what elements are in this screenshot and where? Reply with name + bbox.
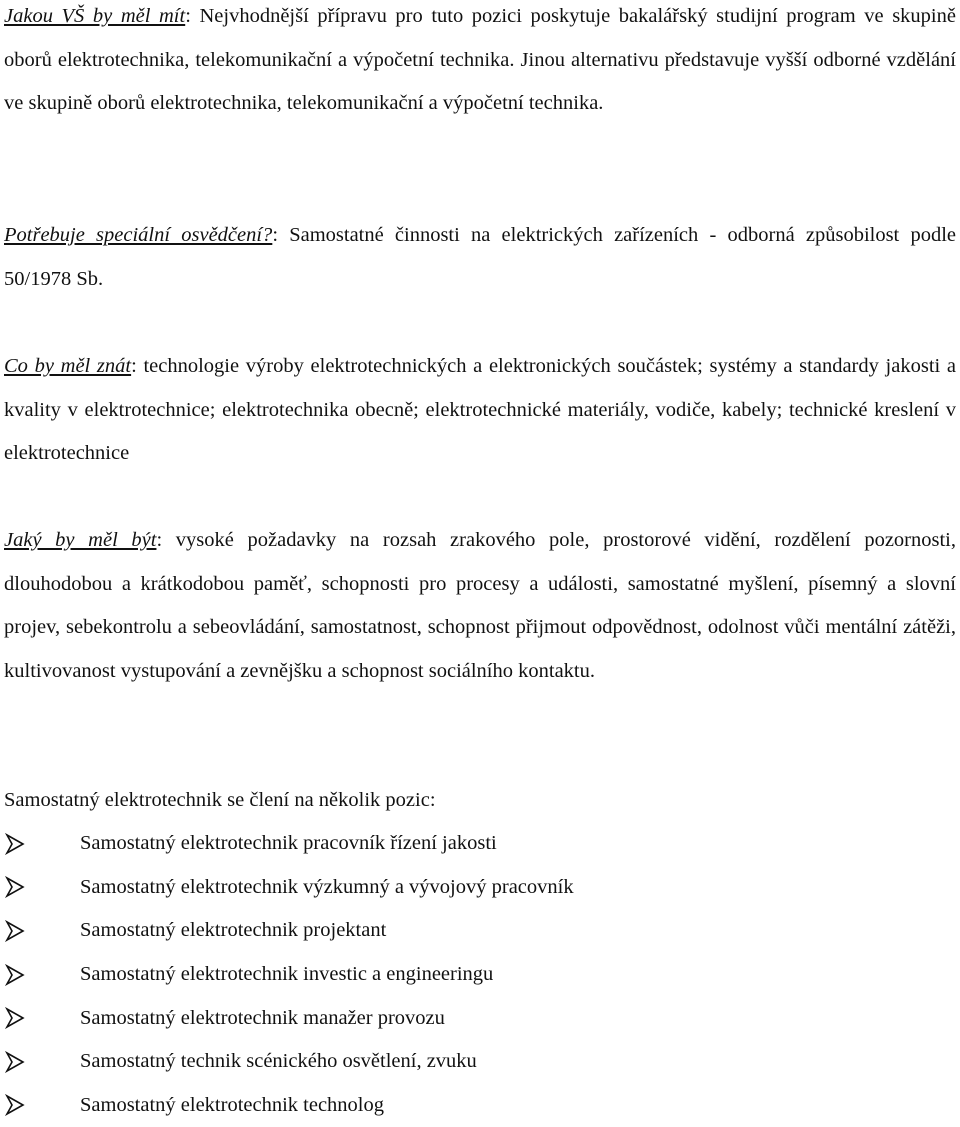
arrowhead-bullet-icon xyxy=(4,1007,80,1029)
term-university: Jakou VŠ by měl mít xyxy=(4,5,186,27)
arrowhead-bullet-icon xyxy=(4,876,80,898)
text-university: : Nejvhodnější přípravu pro tuto pozici poskytuje bakalářský studijní program ve skupině oborů elektrotechnika, telekomunikační a výpočetní technika. Jinou alternativu představuje vyšší odborné vzdělání ve skupině oborů elektrotechnika, telekomunikační a výpočetní technika. xyxy=(4,5,956,114)
paragraph-knowledge xyxy=(4,345,956,476)
term-qualities: Jaký by měl být xyxy=(4,529,157,551)
list-item xyxy=(4,866,956,910)
text-qualities: : vysoké požadavky na rozsah zrakového pole, prostorové vidění, rozdělení pozornosti, dlouhodobou a krátkodobou paměť, schopnosti pro procesy a události, samostatné myšlení, písemný a slovní projev, sebekontrolu a sebeovládání, samostatnost, schopnost přijmout odpovědnost, odolnost vůči mentální zátěži, kultivovanost vystupování a zevnějšku a schopnost sociálního kontaktu. xyxy=(4,529,956,682)
arrowhead-bullet-icon xyxy=(4,964,80,986)
paragraph-certificate xyxy=(4,214,956,301)
list-item-text: Samostatný elektrotechnik manažer provozu xyxy=(80,1006,445,1029)
term-knowledge: Co by měl znát xyxy=(4,355,132,377)
arrowhead-bullet-icon xyxy=(4,833,80,855)
paragraph-qualities xyxy=(4,519,956,693)
positions-list xyxy=(4,822,956,1127)
text-certificate: : Samostatné činnosti na elektrických zařízeních - odborná způsobilost podle 50/1978 Sb. xyxy=(4,224,956,290)
list-item xyxy=(4,822,956,866)
text-knowledge: : technologie výroby elektrotechnických a elektronických součástek; systémy a standardy jakosti a kvality v elektrotechnice; elektrotechnika obecně; elektrotechnické materiály, vodiče, kabely; technické kreslení v elektrotechnice xyxy=(4,355,956,464)
list-item-text: Samostatný elektrotechnik projektant xyxy=(80,919,387,942)
paragraph-university xyxy=(4,0,956,126)
arrowhead-bullet-icon xyxy=(4,1094,80,1116)
arrowhead-bullet-icon xyxy=(4,920,80,942)
list-item xyxy=(4,953,956,997)
list-item-text: Samostatný elektrotechnik výzkumný a vývojový pracovník xyxy=(80,875,574,898)
positions-intro: Samostatný elektrotechnik se člení na několik pozic: xyxy=(4,789,436,811)
arrowhead-bullet-icon xyxy=(4,1051,80,1073)
list-item xyxy=(4,996,956,1040)
list-item xyxy=(4,1084,956,1127)
term-certificate: Potřebuje speciální osvědčení? xyxy=(4,224,273,246)
list-item-text: Samostatný elektrotechnik technolog xyxy=(80,1093,385,1116)
list-item-text: Samostatný elektrotechnik investic a engineeringu xyxy=(80,963,494,986)
list-item-text: Samostatný elektrotechnik pracovník řízení jakosti xyxy=(80,832,497,855)
list-item-text: Samostatný technik scénického osvětlení, zvuku xyxy=(80,1050,477,1073)
list-item xyxy=(4,1040,956,1084)
list-item xyxy=(4,909,956,953)
